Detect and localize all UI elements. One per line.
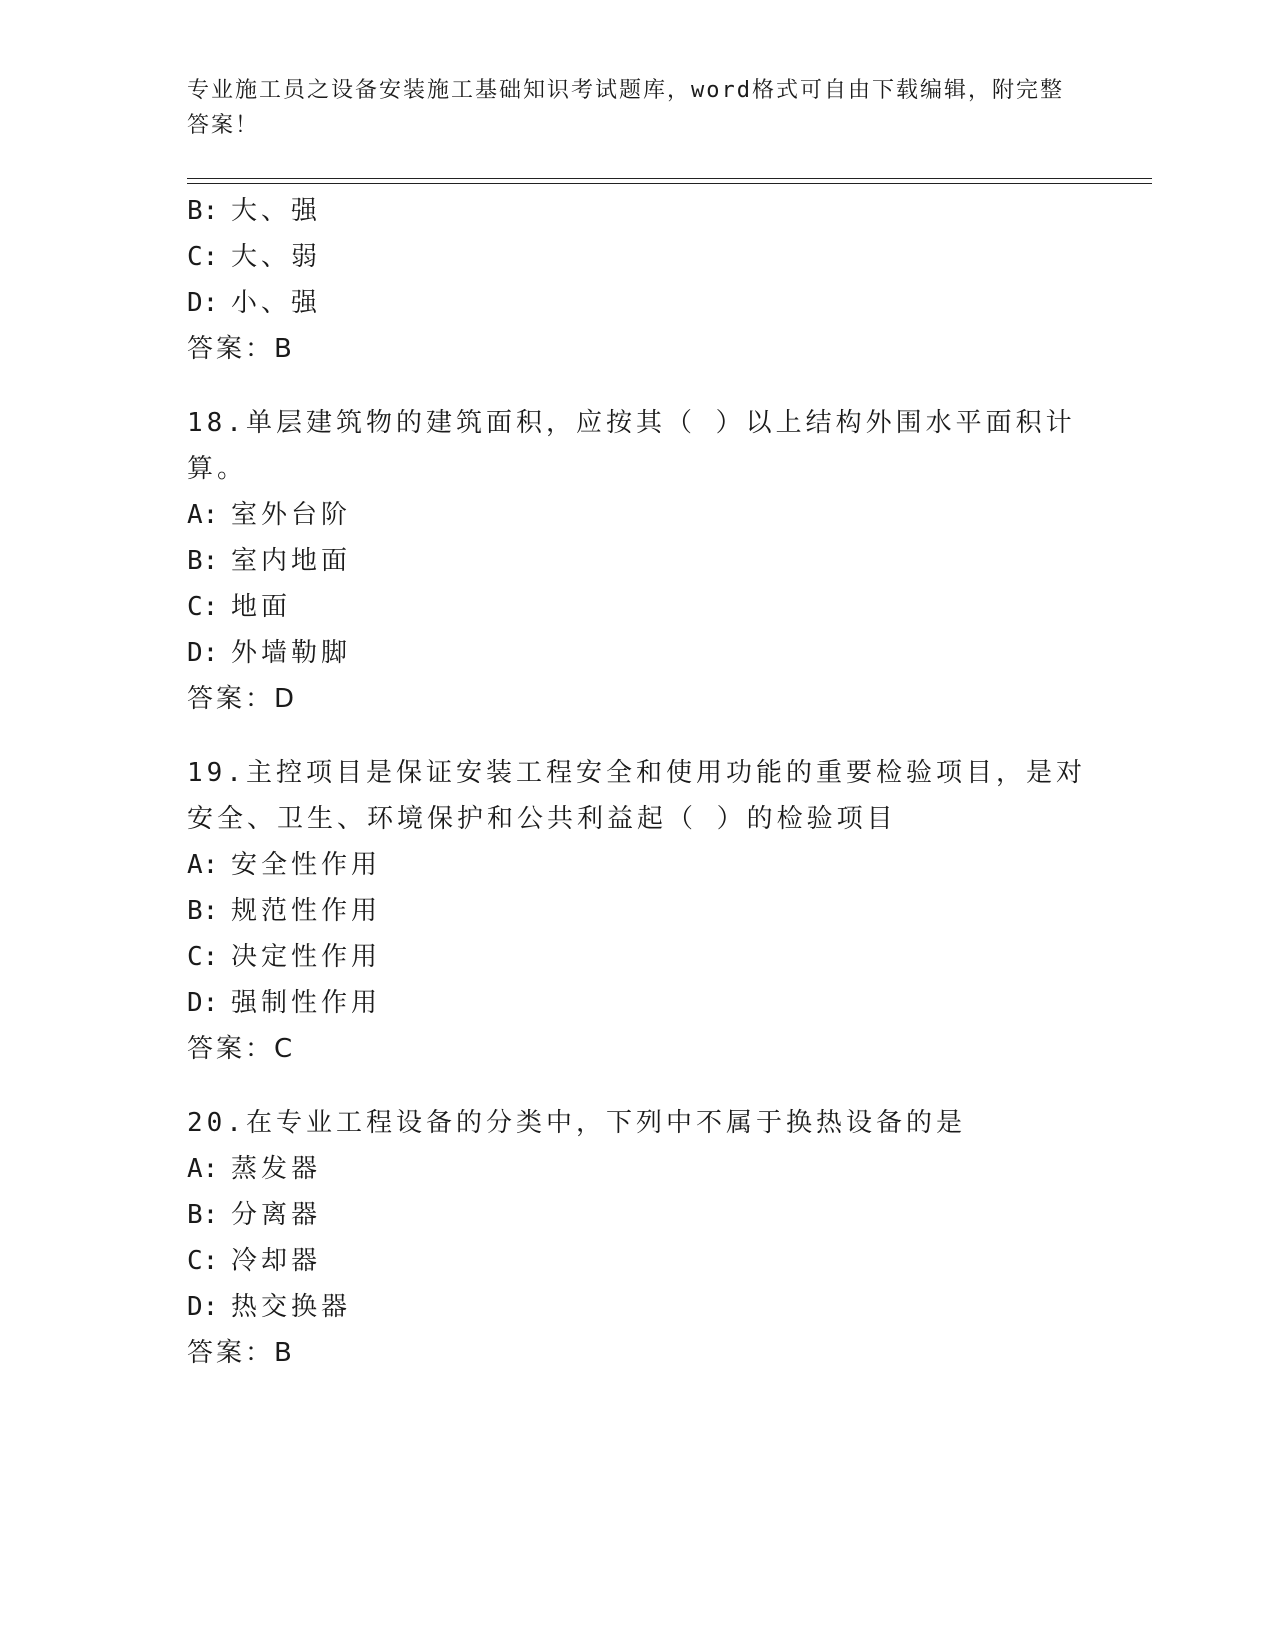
option-row [187,234,1087,280]
option-label: C: [187,942,219,972]
option-text: 热交换器 [231,1292,352,1322]
option-text: 地面 [231,592,292,622]
option-row [187,538,1087,584]
option-row [187,1146,1087,1192]
option-row [187,1192,1087,1238]
option-label: C: [187,592,219,622]
answer-line: 答案：B [187,1338,295,1368]
option-label: B: [187,1200,219,1230]
question-block-19 [187,750,1087,1072]
option-label: B: [187,546,219,576]
option-text: 强制性作用 [231,988,382,1018]
option-text: 安全性作用 [231,850,382,880]
option-label: D: [187,1292,219,1322]
option-label: D: [187,638,219,668]
question-text: 20.在专业工程设备的分类中，下列中不属于换热设备的是 [187,1108,966,1138]
option-label: C: [187,1246,219,1276]
option-text: 大、强 [231,196,322,226]
option-label: A: [187,1154,219,1184]
option-text: 大、弱 [231,242,322,272]
option-label: A: [187,850,219,880]
option-row [187,1238,1087,1284]
question-block-18 [187,400,1087,722]
option-label: A: [187,500,219,530]
option-text: 规范性作用 [231,896,382,926]
option-label: D: [187,988,219,1018]
question-text: 19.主控项目是保证安装工程安全和使用功能的重要检验项目，是对安全、卫生、环境保护和公共利益起（ ）的检验项目 [187,758,1086,834]
option-text: 室外台阶 [231,500,352,530]
option-row [187,934,1087,980]
option-text: 小、强 [231,288,322,318]
option-row [187,280,1087,326]
document-header: 专业施工员之设备安装施工基础知识考试题库，word格式可自由下载编辑，附完整答案！ [187,78,1064,138]
question-block-17 [187,188,1087,372]
answer-line: 答案：C [187,1034,296,1064]
option-label: C: [187,242,219,272]
option-row [187,492,1087,538]
option-label: D: [187,288,219,318]
option-row [187,842,1087,888]
option-row [187,1284,1087,1330]
question-text: 18.单层建筑物的建筑面积，应按其（ ）以上结构外围水平面积计算。 [187,408,1076,484]
option-text: 室内地面 [231,546,352,576]
option-label: B: [187,196,219,226]
header-divider-top [187,178,1152,179]
option-text: 外墙勒脚 [231,638,352,668]
option-text: 冷却器 [231,1246,322,1276]
option-row [187,584,1087,630]
option-text: 决定性作用 [231,942,382,972]
option-row [187,188,1087,234]
option-row [187,630,1087,676]
question-list [187,188,1087,1376]
option-row [187,980,1087,1026]
option-text: 分离器 [231,1200,322,1230]
option-row [187,888,1087,934]
answer-line: 答案：B [187,334,295,364]
answer-line: 答案：D [187,684,298,714]
question-block-20 [187,1100,1087,1376]
header-divider-bottom [187,183,1152,184]
option-text: 蒸发器 [231,1154,322,1184]
option-label: B: [187,896,219,926]
